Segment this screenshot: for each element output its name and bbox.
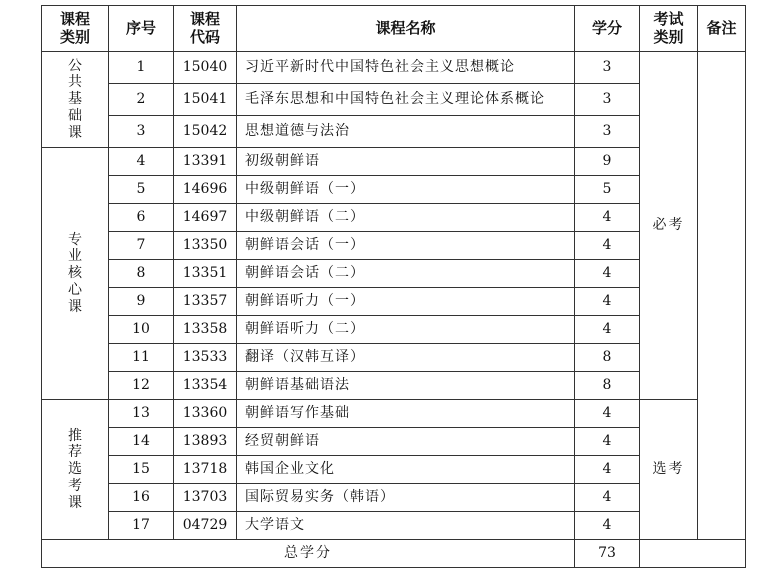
code-cell: 14696 bbox=[174, 176, 237, 204]
seq-cell: 10 bbox=[109, 316, 174, 344]
name-cell: 中级朝鲜语（二） bbox=[237, 204, 575, 232]
seq-cell: 6 bbox=[109, 204, 174, 232]
credit-cell: 4 bbox=[575, 316, 640, 344]
seq-cell: 8 bbox=[109, 260, 174, 288]
code-cell: 04729 bbox=[174, 512, 237, 540]
credit-cell: 5 bbox=[575, 176, 640, 204]
code-cell: 13533 bbox=[174, 344, 237, 372]
credit-cell: 4 bbox=[575, 484, 640, 512]
credit-cell: 4 bbox=[575, 428, 640, 456]
code-cell: 13351 bbox=[174, 260, 237, 288]
table-row bbox=[42, 400, 746, 428]
name-cell: 中级朝鲜语（一） bbox=[237, 176, 575, 204]
credit-cell: 4 bbox=[575, 400, 640, 428]
credit-cell: 4 bbox=[575, 456, 640, 484]
category-core: 专业核心课 bbox=[42, 148, 109, 400]
seq-cell: 13 bbox=[109, 400, 174, 428]
credit-cell: 8 bbox=[575, 344, 640, 372]
seq-cell: 11 bbox=[109, 344, 174, 372]
seq-cell: 16 bbox=[109, 484, 174, 512]
category-public-basic: 公共基础课 bbox=[42, 52, 109, 148]
name-cell: 朝鲜语听力（一） bbox=[237, 288, 575, 316]
credit-cell: 4 bbox=[575, 288, 640, 316]
code-cell: 13357 bbox=[174, 288, 237, 316]
credit-cell: 4 bbox=[575, 512, 640, 540]
name-cell: 韩国企业文化 bbox=[237, 456, 575, 484]
code-cell: 14697 bbox=[174, 204, 237, 232]
code-cell: 13391 bbox=[174, 148, 237, 176]
seq-cell: 5 bbox=[109, 176, 174, 204]
seq-cell: 1 bbox=[109, 52, 174, 84]
header-remark: 备注 bbox=[698, 6, 746, 52]
code-cell: 13354 bbox=[174, 372, 237, 400]
name-cell: 朝鲜语会话（一） bbox=[237, 232, 575, 260]
seq-cell: 15 bbox=[109, 456, 174, 484]
name-cell: 朝鲜语基础语法 bbox=[237, 372, 575, 400]
seq-cell: 9 bbox=[109, 288, 174, 316]
name-cell: 朝鲜语会话（二） bbox=[237, 260, 575, 288]
seq-cell: 17 bbox=[109, 512, 174, 540]
exam-type-required: 必考 bbox=[640, 52, 698, 400]
name-cell: 朝鲜语听力（二） bbox=[237, 316, 575, 344]
remark-cell bbox=[698, 52, 746, 540]
credit-cell: 4 bbox=[575, 204, 640, 232]
name-cell: 大学语文 bbox=[237, 512, 575, 540]
header-seq: 序号 bbox=[109, 6, 174, 52]
header-credit: 学分 bbox=[575, 6, 640, 52]
name-cell: 初级朝鲜语 bbox=[237, 148, 575, 176]
header-name: 课程名称 bbox=[237, 6, 575, 52]
total-value: 73 bbox=[575, 540, 640, 568]
credit-cell: 4 bbox=[575, 232, 640, 260]
seq-cell: 7 bbox=[109, 232, 174, 260]
code-cell: 15041 bbox=[174, 84, 237, 116]
total-label: 总学分 bbox=[42, 540, 575, 568]
code-cell: 15040 bbox=[174, 52, 237, 84]
code-cell: 13893 bbox=[174, 428, 237, 456]
exam-type-elective: 选考 bbox=[640, 400, 698, 540]
name-cell: 国际贸易实务（韩语） bbox=[237, 484, 575, 512]
name-cell: 思想道德与法治 bbox=[237, 116, 575, 148]
code-cell: 15042 bbox=[174, 116, 237, 148]
header-category: 课程 类别 bbox=[42, 6, 109, 52]
seq-cell: 3 bbox=[109, 116, 174, 148]
credit-cell: 3 bbox=[575, 52, 640, 84]
code-cell: 13358 bbox=[174, 316, 237, 344]
name-cell: 朝鲜语写作基础 bbox=[237, 400, 575, 428]
code-cell: 13360 bbox=[174, 400, 237, 428]
seq-cell: 4 bbox=[109, 148, 174, 176]
code-cell: 13703 bbox=[174, 484, 237, 512]
credit-cell: 9 bbox=[575, 148, 640, 176]
name-cell: 翻译（汉韩互译） bbox=[237, 344, 575, 372]
credit-cell: 3 bbox=[575, 84, 640, 116]
header-exam-type: 考试 类别 bbox=[640, 6, 698, 52]
header-code: 课程 代码 bbox=[174, 6, 237, 52]
total-row bbox=[42, 540, 746, 568]
credit-cell: 3 bbox=[575, 116, 640, 148]
credit-cell: 4 bbox=[575, 260, 640, 288]
code-cell: 13718 bbox=[174, 456, 237, 484]
name-cell: 经贸朝鲜语 bbox=[237, 428, 575, 456]
seq-cell: 12 bbox=[109, 372, 174, 400]
table-row bbox=[42, 52, 746, 84]
category-elective: 推荐选考课 bbox=[42, 400, 109, 540]
name-cell: 习近平新时代中国特色社会主义思想概论 bbox=[237, 52, 575, 84]
name-cell: 毛泽东思想和中国特色社会主义理论体系概论 bbox=[237, 84, 575, 116]
course-table bbox=[41, 5, 746, 568]
header-row bbox=[42, 6, 746, 52]
code-cell: 13350 bbox=[174, 232, 237, 260]
seq-cell: 14 bbox=[109, 428, 174, 456]
seq-cell: 2 bbox=[109, 84, 174, 116]
credit-cell: 8 bbox=[575, 372, 640, 400]
total-empty-cell bbox=[640, 540, 746, 568]
